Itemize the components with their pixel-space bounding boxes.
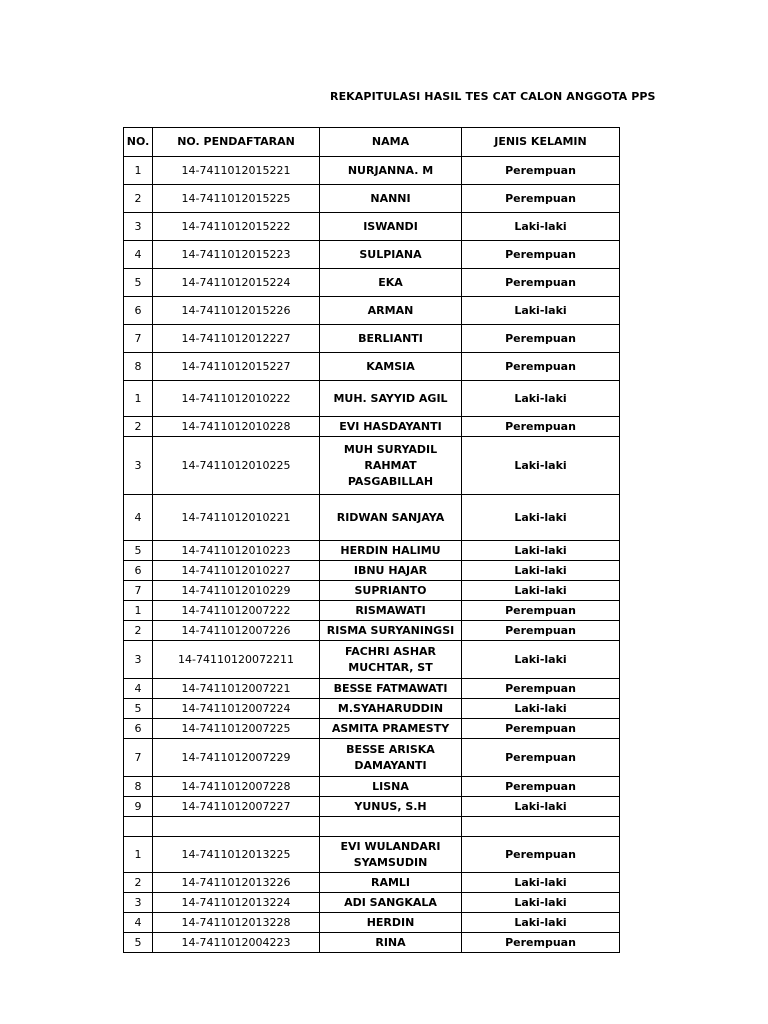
cell-registration-number: 14-7411012015227: [153, 353, 320, 381]
cell-name: EKA: [320, 269, 462, 297]
cell-gender: Perempuan: [462, 353, 620, 381]
table-row: [124, 297, 620, 325]
cell-gender: Perempuan: [462, 933, 620, 953]
table-row: [124, 417, 620, 437]
cell-registration-number: 14-74110120072211: [153, 641, 320, 679]
cell-no: 9: [124, 797, 153, 817]
cell-gender: [462, 817, 620, 837]
cell-registration-number: 14-7411012010225: [153, 437, 320, 495]
cell-registration-number: 14-7411012010222: [153, 381, 320, 417]
cell-gender: Perempuan: [462, 837, 620, 873]
cell-name: LISNA: [320, 777, 462, 797]
cell-gender: Perempuan: [462, 269, 620, 297]
cell-registration-number: 14-7411012015225: [153, 185, 320, 213]
cell-no: 2: [124, 621, 153, 641]
column-header-name: NAMA: [320, 128, 462, 157]
cell-no: 8: [124, 777, 153, 797]
table-row: [124, 561, 620, 581]
cell-no: 5: [124, 933, 153, 953]
table-row: [124, 601, 620, 621]
cell-no: 1: [124, 157, 153, 185]
cell-registration-number: [153, 817, 320, 837]
cell-gender: Laki-laki: [462, 297, 620, 325]
cell-registration-number: 14-7411012013225: [153, 837, 320, 873]
cell-no: 2: [124, 185, 153, 213]
cell-no: 7: [124, 325, 153, 353]
page-title: REKAPITULASI HASIL TES CAT CALON ANGGOTA PPS: [330, 90, 656, 103]
cell-registration-number: 14-7411012010221: [153, 495, 320, 541]
cell-name: ADI SANGKALA: [320, 893, 462, 913]
table-row: [124, 269, 620, 297]
table-header-row: [124, 128, 620, 157]
cell-registration-number: 14-7411012004223: [153, 933, 320, 953]
cell-no: 3: [124, 641, 153, 679]
cell-registration-number: 14-7411012007229: [153, 739, 320, 777]
table-row: [124, 325, 620, 353]
cell-name: SULPIANA: [320, 241, 462, 269]
cell-gender: Perempuan: [462, 325, 620, 353]
cell-no: 7: [124, 739, 153, 777]
table-row: [124, 873, 620, 893]
table-row: [124, 241, 620, 269]
cell-no: 7: [124, 581, 153, 601]
cell-name: BESSE ARISKA DAMAYANTI: [320, 739, 462, 777]
cell-name: EVI HASDAYANTI: [320, 417, 462, 437]
cell-no: 6: [124, 561, 153, 581]
cell-name: ISWANDI: [320, 213, 462, 241]
table-row: [124, 679, 620, 699]
table-row: [124, 437, 620, 495]
table-row: [124, 213, 620, 241]
cell-no: 1: [124, 381, 153, 417]
table-row: [124, 353, 620, 381]
table-row: [124, 817, 620, 837]
cell-registration-number: 14-7411012010223: [153, 541, 320, 561]
cell-name: HERDIN HALIMU: [320, 541, 462, 561]
cell-name: SUPRIANTO: [320, 581, 462, 601]
cell-registration-number: 14-7411012010229: [153, 581, 320, 601]
cell-no: [124, 817, 153, 837]
cell-gender: Laki-laki: [462, 797, 620, 817]
cell-name: EVI WULANDARI SYAMSUDIN: [320, 837, 462, 873]
cell-gender: Perempuan: [462, 157, 620, 185]
cell-gender: Laki-laki: [462, 381, 620, 417]
cell-gender: Laki-laki: [462, 699, 620, 719]
cell-no: 3: [124, 893, 153, 913]
cell-gender: Perempuan: [462, 719, 620, 739]
cell-name: HERDIN: [320, 913, 462, 933]
cell-name: RISMA SURYANINGSI: [320, 621, 462, 641]
cell-registration-number: 14-7411012015222: [153, 213, 320, 241]
table-row: [124, 381, 620, 417]
cell-name: MUH. SAYYID AGIL: [320, 381, 462, 417]
cell-registration-number: 14-7411012015224: [153, 269, 320, 297]
cell-registration-number: 14-7411012007226: [153, 621, 320, 641]
cell-gender: Laki-laki: [462, 541, 620, 561]
cell-gender: Perempuan: [462, 777, 620, 797]
cell-gender: Perempuan: [462, 679, 620, 699]
cell-no: 5: [124, 269, 153, 297]
table-row: [124, 719, 620, 739]
table-row: [124, 157, 620, 185]
cell-name: M.SYAHARUDDIN: [320, 699, 462, 719]
cell-name: KAMSIA: [320, 353, 462, 381]
cell-gender: Perempuan: [462, 739, 620, 777]
table-row: [124, 777, 620, 797]
cell-gender: Perempuan: [462, 621, 620, 641]
cell-no: 5: [124, 699, 153, 719]
cell-name: FACHRI ASHAR MUCHTAR, ST: [320, 641, 462, 679]
cell-registration-number: 14-7411012013224: [153, 893, 320, 913]
cell-name: ASMITA PRAMESTY: [320, 719, 462, 739]
table-row: [124, 893, 620, 913]
cell-gender: Perempuan: [462, 601, 620, 621]
cell-registration-number: 14-7411012012227: [153, 325, 320, 353]
table-row: [124, 797, 620, 817]
cell-name: RIDWAN SANJAYA: [320, 495, 462, 541]
cell-registration-number: 14-7411012007222: [153, 601, 320, 621]
cell-no: 8: [124, 353, 153, 381]
cell-name: YUNUS, S.H: [320, 797, 462, 817]
table-row: [124, 739, 620, 777]
cell-gender: Laki-laki: [462, 437, 620, 495]
cell-registration-number: 14-7411012013226: [153, 873, 320, 893]
cell-gender: Laki-laki: [462, 893, 620, 913]
cell-no: 2: [124, 417, 153, 437]
cell-no: 5: [124, 541, 153, 561]
column-header-no: NO.: [124, 128, 153, 157]
cell-name: NURJANNA. M: [320, 157, 462, 185]
cell-no: 4: [124, 913, 153, 933]
cell-registration-number: 14-7411012013228: [153, 913, 320, 933]
results-table: [123, 127, 620, 953]
table-row: [124, 185, 620, 213]
cell-name: ARMAN: [320, 297, 462, 325]
cell-registration-number: 14-7411012007228: [153, 777, 320, 797]
table-row: [124, 913, 620, 933]
table-row: [124, 837, 620, 873]
cell-registration-number: 14-7411012007224: [153, 699, 320, 719]
cell-registration-number: 14-7411012007225: [153, 719, 320, 739]
cell-gender: Perempuan: [462, 241, 620, 269]
table-row: [124, 541, 620, 561]
cell-gender: Laki-laki: [462, 561, 620, 581]
cell-no: 1: [124, 601, 153, 621]
table-row: [124, 621, 620, 641]
table-row: [124, 495, 620, 541]
cell-no: 2: [124, 873, 153, 893]
cell-registration-number: 14-7411012007227: [153, 797, 320, 817]
table-row: [124, 581, 620, 601]
cell-no: 4: [124, 241, 153, 269]
cell-name: RISMAWATI: [320, 601, 462, 621]
cell-registration-number: 14-7411012015221: [153, 157, 320, 185]
cell-gender: Laki-laki: [462, 913, 620, 933]
cell-gender: Laki-laki: [462, 641, 620, 679]
cell-gender: Perempuan: [462, 417, 620, 437]
cell-no: 3: [124, 437, 153, 495]
table-row: [124, 933, 620, 953]
cell-gender: Laki-laki: [462, 495, 620, 541]
cell-no: 6: [124, 719, 153, 739]
cell-name: [320, 817, 462, 837]
cell-name: RINA: [320, 933, 462, 953]
cell-name: RAMLI: [320, 873, 462, 893]
cell-registration-number: 14-7411012010227: [153, 561, 320, 581]
cell-registration-number: 14-7411012015223: [153, 241, 320, 269]
cell-no: 6: [124, 297, 153, 325]
cell-name: BERLIANTI: [320, 325, 462, 353]
cell-gender: Laki-laki: [462, 873, 620, 893]
cell-no: 3: [124, 213, 153, 241]
column-header-registration-number: NO. PENDAFTARAN: [153, 128, 320, 157]
cell-no: 4: [124, 679, 153, 699]
cell-registration-number: 14-7411012010228: [153, 417, 320, 437]
cell-gender: Laki-laki: [462, 581, 620, 601]
cell-no: 1: [124, 837, 153, 873]
table-row: [124, 699, 620, 719]
cell-name: BESSE FATMAWATI: [320, 679, 462, 699]
cell-name: IBNU HAJAR: [320, 561, 462, 581]
cell-name: NANNI: [320, 185, 462, 213]
column-header-gender: JENIS KELAMIN: [462, 128, 620, 157]
cell-gender: Perempuan: [462, 185, 620, 213]
cell-registration-number: 14-7411012015226: [153, 297, 320, 325]
table-row: [124, 641, 620, 679]
cell-registration-number: 14-7411012007221: [153, 679, 320, 699]
cell-no: 4: [124, 495, 153, 541]
cell-name: MUH SURYADIL RAHMAT PASGABILLAH: [320, 437, 462, 495]
cell-gender: Laki-laki: [462, 213, 620, 241]
